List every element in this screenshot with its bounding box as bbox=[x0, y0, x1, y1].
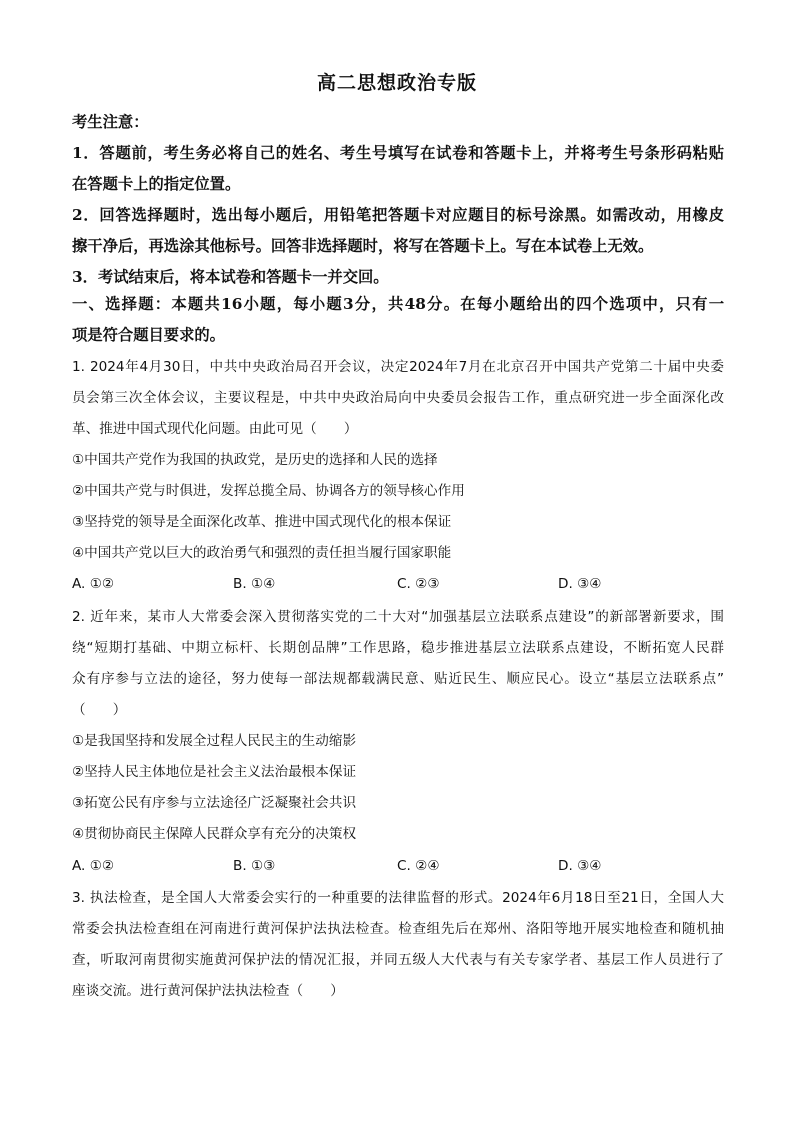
q1-statement-2: ②中国共产党与时俱进，发挥总揽全局、协调各方的领导核心作用 bbox=[72, 483, 465, 499]
q2-stem-line-3: 众有序参与立法的途径，努力使每一部法规都载满民意、贴近民生、顺应民心。设立“基层立法联系点” bbox=[72, 671, 724, 687]
q1-stem-line-2: 员会第三次全体会议，主要议程是，中共中央政治局向中央委员会报告工作，重点研究进一步全面深化改 bbox=[72, 390, 724, 406]
question-2 bbox=[72, 602, 724, 850]
notice-item-1-line-1: 1．答题前，考生务必将自己的姓名、考生号填写在试卷和答题卡上，并将考生号条形码粘贴 bbox=[72, 144, 724, 162]
q1-statement-3: ③坚持党的领导是全面深化改革、推进中国式现代化的根本保证 bbox=[72, 514, 452, 530]
section-heading bbox=[72, 289, 724, 351]
q1-statement-1: ①中国共产党作为我国的执政党，是历史的选择和人民的选择 bbox=[72, 452, 438, 468]
notice-item-2-line-1: 2．回答选择题时，选出每小题后，用铅笔把答题卡对应题目的标号涂黑。如需改动，用橡皮 bbox=[72, 206, 724, 224]
q2-statement-2: ②坚持人民主体地位是社会主义法治最根本保证 bbox=[72, 764, 357, 780]
q2-option-b[interactable]: B. ①③ bbox=[233, 858, 276, 874]
page-title: 高二思想政治专版 bbox=[316, 72, 477, 94]
q1-option-d[interactable]: D. ③④ bbox=[558, 576, 602, 592]
q3-stem-line-1: 3. 执法检查，是全国人大常委会实行的一种重要的法律监督的形式。2024年6月18日至21日，全国人大 bbox=[72, 890, 724, 906]
question-3 bbox=[72, 883, 724, 1007]
q3-stem-line-4: 座谈交流。进行黄河保护法执法检查（ ） bbox=[72, 983, 344, 999]
q3-stem-line-3: 查，听取河南贯彻实施黄河保护法的情况汇报，并同五级人大代表与有关专家学者、基层工作人员进行了 bbox=[72, 952, 724, 968]
q1-stem-line-3: 革、推进中国式现代化问题。由此可见（ ） bbox=[72, 421, 358, 437]
q3-stem-line-2: 常委会执法检查组在河南进行黄河保护法执法检查。检查组先后在郑州、洛阳等地开展实地检查和随机抽 bbox=[72, 921, 724, 937]
q1-option-c[interactable]: C. ②③ bbox=[397, 576, 440, 592]
q1-statement-4: ④中国共产党以巨大的政治勇气和强烈的责任担当履行国家职能 bbox=[72, 545, 452, 561]
q1-option-b[interactable]: B. ①④ bbox=[233, 576, 276, 592]
q2-statement-3: ③拓宽公民有序参与立法途径广泛凝聚社会共识 bbox=[72, 795, 357, 811]
q2-statement-4: ④贯彻协商民主保障人民群众享有充分的决策权 bbox=[72, 826, 357, 842]
q2-stem-line-4: （ ） bbox=[72, 702, 127, 718]
notice-item-3: 3．考试结束后，将本试卷和答题卡一并交回。 bbox=[72, 268, 389, 286]
q2-option-c[interactable]: C. ②④ bbox=[397, 858, 440, 874]
q2-option-a[interactable]: A. ①② bbox=[72, 858, 115, 874]
question-1 bbox=[72, 352, 724, 569]
q2-stem-line-1: 2. 近年来，某市人大常委会深入贯彻落实党的二十大对“加强基层立法联系点建设”的新部署新要求，围 bbox=[72, 609, 724, 625]
q2-option-d[interactable]: D. ③④ bbox=[558, 858, 602, 874]
q1-option-a[interactable]: A. ①② bbox=[72, 576, 115, 592]
notice-item-2-line-2: 擦干净后，再选涂其他标号。回答非选择题时，将写在答题卡上。写在本试卷上无效。 bbox=[72, 237, 654, 255]
q1-stem-line-1: 1. 2024年4月30日，中共中央政治局召开会议，决定2024年7月在北京召开中国共产党第二十届中央委 bbox=[72, 359, 724, 375]
notice-item-1-line-2: 在答题卡上的指定位置。 bbox=[72, 175, 241, 193]
section-heading-line-2: 项是符合题目要求的。 bbox=[72, 326, 225, 344]
notice-heading: 考生注意： bbox=[72, 113, 149, 131]
q1-options bbox=[72, 569, 724, 600]
q2-options bbox=[72, 851, 724, 882]
q2-stem-line-2: 绕“短期打基础、中期立标杆、长期创品牌”工作思路，稳步推进基层立法联系点建设，不断拓宽人民群 bbox=[72, 640, 724, 656]
exam-notice bbox=[72, 107, 724, 293]
section-heading-line-1: 一、选择题：本题共16小题，每小题3分，共48分。在每小题给出的四个选项中，只有一 bbox=[72, 295, 724, 313]
q2-statement-1: ①是我国坚持和发展全过程人民民主的生动缩影 bbox=[72, 733, 357, 749]
